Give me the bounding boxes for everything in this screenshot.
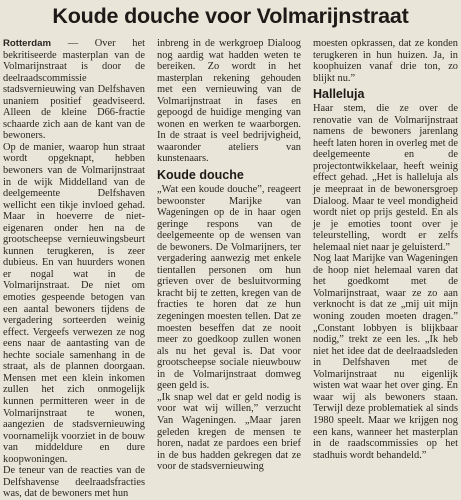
dateline: Rotterdam	[3, 38, 51, 49]
column-2	[157, 38, 301, 480]
paragraph: moesten opkrassen, dat ze konden terugkeren in hun huizen. Ja, in koophuizen vanaf drie ton, zo blijkt nu.”	[313, 38, 458, 84]
paragraph: „Ik snap wel dat er geld nodig is voor wat wij willen,” verzucht Van Wageningen. „Maar jaren geleden kregen de mensen te horen, nadat ze pardoes een brief in de bus hadden gekregen dat ze voor de stadsvernieuwing	[157, 391, 301, 473]
article-body	[3, 38, 458, 500]
paragraph: Haar stem, die ze over de renovatie van de Volmarijnstraat namens de bewoners jarenlang heeft laten horen in overleg met de deelgemeente en de projectontwikkelaar, heeft weinig effect gehad. „Het is halleluja als je meepraat in de bewonersgroep Dialoog. Maar te veel mondigheid wordt niet op prijs gesteld. En als je je emoties toont over je teleurstelling, wordt er zelfs helemaal niet naar je geluisterd.”	[313, 103, 458, 253]
paragraph: „Wat een koude douche”, reageert bewoonster Marijke van Wageningen op de in haar ogen geringe respons van de deelgemeente op de wensen van de bewoners. De Volmarijners, ter vergadering aanwezig met enkele tientallen personen om hun grieven over de besluitvorming kracht bij te zetten, kregen van de fracties te horen dat ze hun zegeningen moesten tellen. Dat ze moesten beseffen dat ze nooit meer zo goedkoop zullen wonen als nu het geval is. Dat voor grootscheepse sociale nieuwbouw in de Volmarijnstraat domweg geen geld is.	[157, 184, 301, 392]
subheading: Koude douche	[157, 168, 244, 183]
lead-paragraph	[3, 38, 145, 142]
paragraph: inbreng in de werkgroep Dialoog nog aardig wat hadden weten te bereiken. Zo wordt in het masterplan rekening gehouden met een vernieuwing van de Volmarijnstraat in fases en gepoogd de huidige menging van wonen en werken te waarborgen. In de straat is veel bedrijvigheid, waaronder ateliers van kunstenaars.	[157, 38, 301, 165]
paragraph: De teneur van de reacties van de Delfshavense deelraadsfracties was, dat de bewoners met hun	[3, 465, 145, 500]
paragraph: Nog laat Marijke van Wageningen de hoop niet helemaal varen dat het goedkomt met de Volmarijnstraat, waar ze zo aan verknocht is dat ze „mij uit mijn woning zouden moeten dragen.” „Constant lobbyen is blijkbaar nodig,” trekt ze een les. „Ik heb niet het idee dat de deelraadsleden in Delfshaven met de Volmarijnstraat nu eigenlijk wisten wat waar het over ging. En waar wij als bewoners staan. Terwijl deze problematiek al sinds 1980 speelt. Maar we krijgen nog een kans, wanneer het masterplan in de raadscommissies op het stadhuis wordt behandeld.”	[313, 253, 458, 461]
column-1	[3, 38, 145, 500]
column-3	[313, 38, 458, 480]
subheading: Halleluja	[313, 87, 365, 102]
headline: Koude douche voor Volmarijnstraat	[52, 4, 409, 28]
paragraph: Op de manier, waarop hun straat wordt opgeknapt, hebben bewoners van de Volmarijnstraat in de wijk Middelland van de deelgemeente Delfshaven wellicht een tikje invloed gehad. Maar in hoeverre de niet-eigenaren onder hen na de grootscheepse vernieuwingsbeurt kunnen terugkeren, is zeer dubieus. En van huurders wonen er nogal wat in de Volmarijnstraat. De niet om emoties gespeende betogen van een aantal bewoners tijdens de vergadering sorteerden weinig effect. Vergeefs verwezen ze nog eens naar de aantasting van de hechte sociale samenhang in de straat, als de plannen doorgaan. Mensen met een klein inkomen zullen het zich onmogelijk kunnen permitteren weer in de Volmarijnstraat te wonen, aangezien de stadsvernieuwing voornamelijk voorziet in de bouw van middeldure en dure koopwoningen.	[3, 141, 145, 465]
lead-text: — Over het bekritiseerde masterplan van de Volmarijnstraat is door de deelraadscommissie stadsvernieuwing van Delfshaven unaniem positief geadviseerd. Alleen de kleine D66-fractie schaarde zich aan de kant van de bewoners.	[3, 38, 145, 142]
